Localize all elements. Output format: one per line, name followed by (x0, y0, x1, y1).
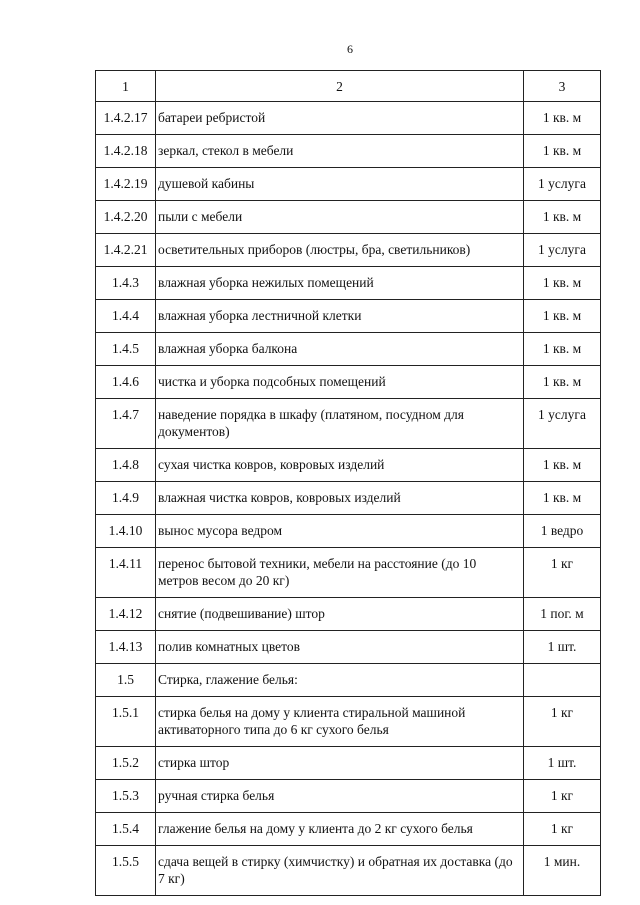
cell-description: влажная чистка ковров, ковровых изделий (156, 482, 524, 515)
cell-unit: 1 кв. м (524, 333, 601, 366)
table-row (96, 333, 601, 366)
cell-description: душевой кабины (156, 168, 524, 201)
cell-unit: 1 кв. м (524, 366, 601, 399)
cell-unit: 1 кг (524, 548, 601, 598)
cell-description: влажная уборка лестничной клетки (156, 300, 524, 333)
cell-description: влажная уборка балкона (156, 333, 524, 366)
cell-unit: 1 шт. (524, 747, 601, 780)
cell-unit: 1 кв. м (524, 201, 601, 234)
page-number: 6 (347, 42, 353, 56)
cell-unit: 1 мин. (524, 846, 601, 896)
table-row (96, 267, 601, 300)
services-table (95, 70, 601, 896)
table-row (96, 102, 601, 135)
cell-unit: 1 кг (524, 697, 601, 747)
table-row (96, 482, 601, 515)
table-row (96, 399, 601, 449)
cell-description: полив комнатных цветов (156, 631, 524, 664)
table-row (96, 201, 601, 234)
cell-code: 1.4.12 (96, 598, 156, 631)
cell-code: 1.4.2.19 (96, 168, 156, 201)
cell-description: зеркал, стекол в мебели (156, 135, 524, 168)
cell-description: осветительных приборов (люстры, бра, светильников) (156, 234, 524, 267)
header-cell-description: 2 (156, 71, 524, 102)
table-row (96, 366, 601, 399)
cell-unit: 1 кв. м (524, 135, 601, 168)
cell-description: вынос мусора ведром (156, 515, 524, 548)
table-row (96, 747, 601, 780)
cell-code: 1.5.5 (96, 846, 156, 896)
cell-description: сдача вещей в стирку (химчистку) и обратная их доставка (до 7 кг) (156, 846, 524, 896)
cell-unit: 1 кв. м (524, 102, 601, 135)
cell-description: стирка штор (156, 747, 524, 780)
cell-code: 1.4.9 (96, 482, 156, 515)
table-header-row (96, 71, 601, 102)
table-row (96, 664, 601, 697)
cell-code: 1.4.2.21 (96, 234, 156, 267)
cell-description: снятие (подвешивание) штор (156, 598, 524, 631)
cell-code: 1.4.2.18 (96, 135, 156, 168)
cell-description: глажение белья на дому у клиента до 2 кг сухого белья (156, 813, 524, 846)
cell-code: 1.4.13 (96, 631, 156, 664)
table-row (96, 846, 601, 896)
header-cell-unit: 3 (524, 71, 601, 102)
table-row (96, 631, 601, 664)
cell-code: 1.5.1 (96, 697, 156, 747)
cell-unit (524, 664, 601, 697)
cell-code: 1.4.10 (96, 515, 156, 548)
cell-code: 1.4.2.20 (96, 201, 156, 234)
cell-code: 1.4.8 (96, 449, 156, 482)
table-row (96, 168, 601, 201)
table-row (96, 598, 601, 631)
cell-unit: 1 кг (524, 813, 601, 846)
cell-code: 1.5.2 (96, 747, 156, 780)
cell-unit: 1 кв. м (524, 300, 601, 333)
cell-unit: 1 услуга (524, 234, 601, 267)
cell-unit: 1 кв. м (524, 449, 601, 482)
cell-code: 1.4.4 (96, 300, 156, 333)
cell-unit: 1 услуга (524, 168, 601, 201)
cell-description: перенос бытовой техники, мебели на расстояние (до 10 метров весом до 20 кг) (156, 548, 524, 598)
cell-unit: 1 кв. м (524, 482, 601, 515)
cell-description: батареи ребристой (156, 102, 524, 135)
table-row (96, 697, 601, 747)
cell-code: 1.4.11 (96, 548, 156, 598)
cell-unit: 1 услуга (524, 399, 601, 449)
cell-description: Стирка, глажение белья: (156, 664, 524, 697)
cell-description: стирка белья на дому у клиента стиральной машиной активаторного типа до 6 кг сухого белья (156, 697, 524, 747)
cell-code: 1.4.3 (96, 267, 156, 300)
cell-unit: 1 кв. м (524, 267, 601, 300)
table-row (96, 234, 601, 267)
cell-code: 1.5.3 (96, 780, 156, 813)
cell-description: пыли с мебели (156, 201, 524, 234)
cell-description: ручная стирка белья (156, 780, 524, 813)
header-cell-code: 1 (96, 71, 156, 102)
table-row (96, 300, 601, 333)
cell-code: 1.4.7 (96, 399, 156, 449)
cell-code: 1.5.4 (96, 813, 156, 846)
cell-description: наведение порядка в шкафу (платяном, посудном для документов) (156, 399, 524, 449)
table-row (96, 813, 601, 846)
cell-description: влажная уборка нежилых помещений (156, 267, 524, 300)
cell-unit: 1 кг (524, 780, 601, 813)
table-row (96, 135, 601, 168)
cell-code: 1.4.2.17 (96, 102, 156, 135)
table-row (96, 515, 601, 548)
table-row (96, 780, 601, 813)
cell-code: 1.4.5 (96, 333, 156, 366)
table-row (96, 548, 601, 598)
cell-description: чистка и уборка подсобных помещений (156, 366, 524, 399)
cell-unit: 1 шт. (524, 631, 601, 664)
cell-description: сухая чистка ковров, ковровых изделий (156, 449, 524, 482)
cell-code: 1.5 (96, 664, 156, 697)
table-row (96, 449, 601, 482)
cell-unit: 1 ведро (524, 515, 601, 548)
cell-code: 1.4.6 (96, 366, 156, 399)
cell-unit: 1 пог. м (524, 598, 601, 631)
